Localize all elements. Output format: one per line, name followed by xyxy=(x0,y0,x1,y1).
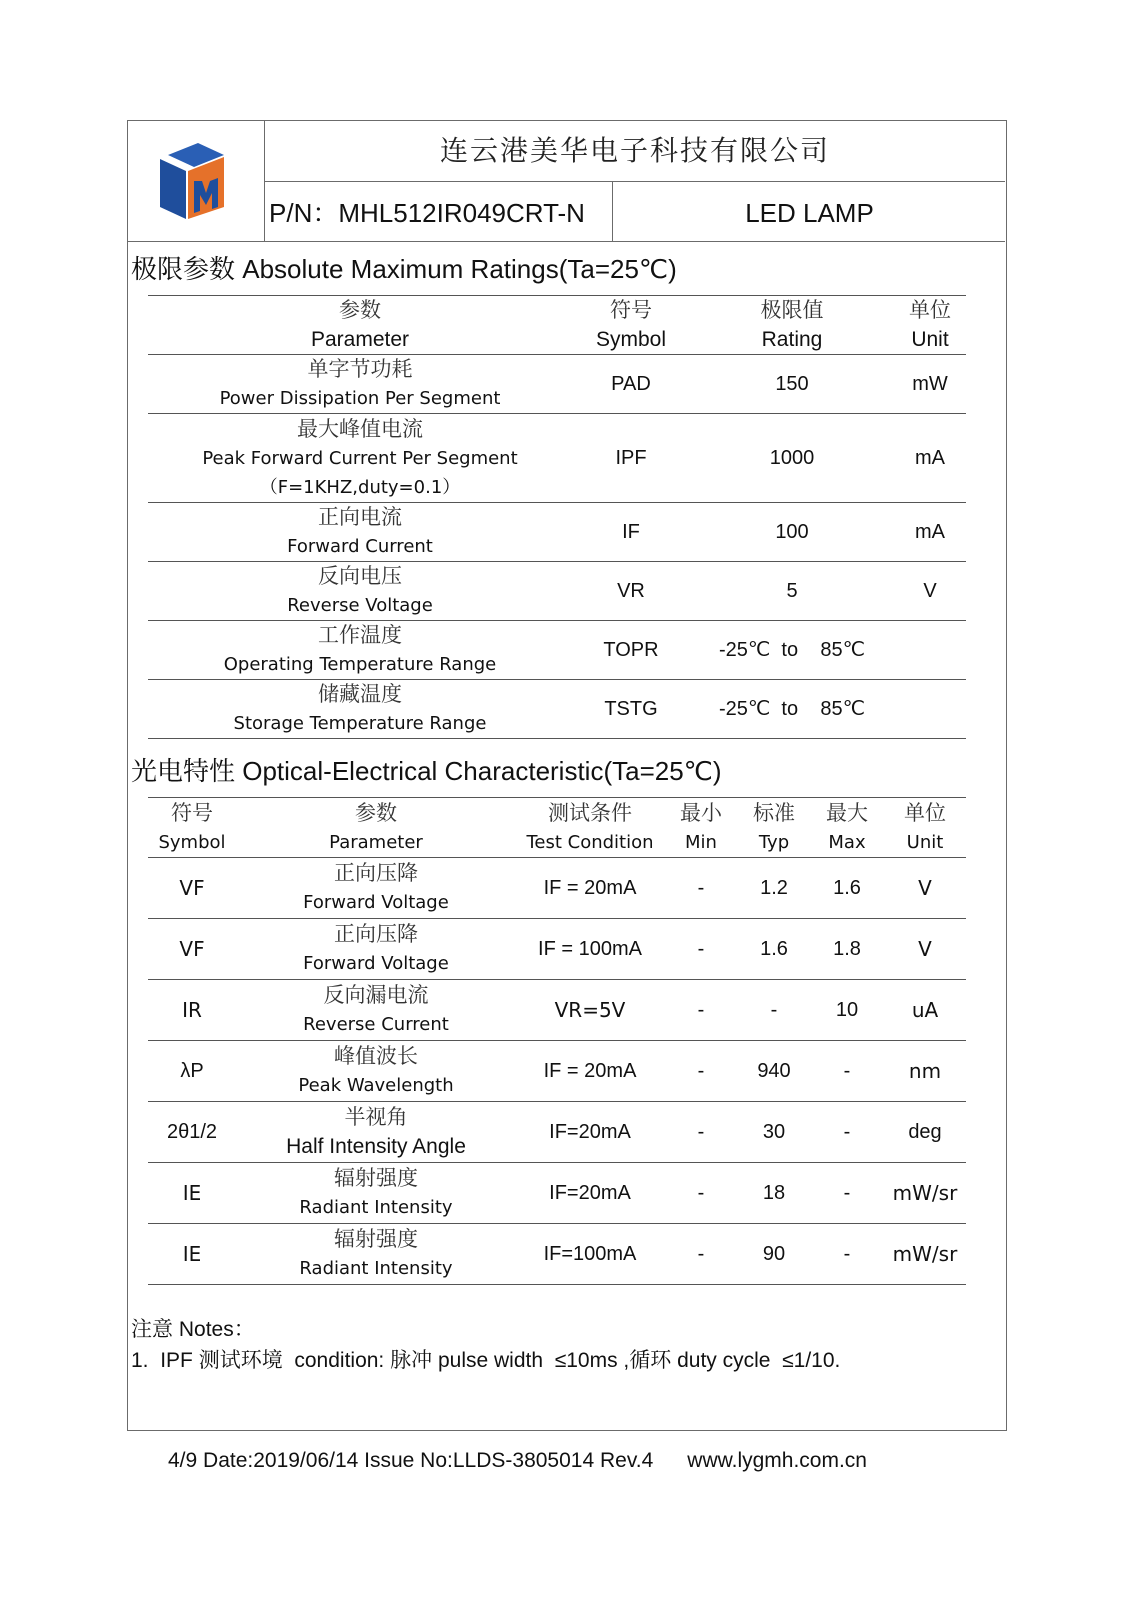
table-row: 储藏温度 Storage Temperature Range TSTG -25℃ to 85℃ xyxy=(148,680,966,739)
page-footer xyxy=(168,1449,867,1473)
table-header-row: 符号 Symbol 参数 Parameter 测试条件 Test Condition 最小 Min 标准 Typ 最大 Max 单位 Unit xyxy=(148,798,966,858)
table-row: IE 辐射强度 Radiant Intensity IF=20mA - 18 - mW/sr xyxy=(148,1163,966,1224)
table-row: 正向电流 Forward Current IF 100 mA xyxy=(148,503,966,562)
table-row: IE 辐射强度 Radiant Intensity IF=100mA - 90 - mW/sr xyxy=(148,1224,966,1285)
table-row: VF 正向压降 Forward Voltage IF = 20mA - 1.2 1.6 V xyxy=(148,858,966,919)
table-row: 单字节功耗 Power Dissipation Per Segment PAD 150 mW xyxy=(148,355,966,414)
footer-website: www.lygmh.com.cn xyxy=(687,1449,867,1472)
table-row: 工作温度 Operating Temperature Range TOPR -25℃ to 85℃ xyxy=(148,621,966,680)
notes-section xyxy=(131,1314,840,1376)
datasheet-frame xyxy=(127,120,1007,1431)
header-unit: 单位 Unit xyxy=(894,296,966,355)
product-type: LED LAMP xyxy=(745,198,874,228)
company-logo-icon xyxy=(158,141,230,221)
optical-title: 光电特性 Optical-Electrical Characteristic(Ta=25℃) xyxy=(131,756,722,787)
logo-cell xyxy=(128,121,265,241)
table-row: IR 反向漏电流 Reverse Current VR=5V - - 10 uA xyxy=(148,980,966,1041)
optical-table xyxy=(148,797,966,1285)
company-name: 连云港美华电子科技有限公司 xyxy=(265,121,1005,182)
notes-title: 注意 Notes： xyxy=(131,1317,255,1341)
table-row: 最大峰值电流 Peak Forward Current Per Segment （F=1KHZ,duty=0.1） IPF 1000 mA xyxy=(148,414,966,503)
footer-info: 4/9 Date:2019/06/14 Issue No:LLDS-3805014 Rev.4 xyxy=(168,1449,654,1472)
table-header-row xyxy=(148,296,966,355)
absolute-ratings-title: 极限参数 Absolute Maximum Ratings(Ta=25℃) xyxy=(131,254,677,285)
table-row: VF 正向压降 Forward Voltage IF = 100mA - 1.6 1.8 V xyxy=(148,919,966,980)
absolute-ratings-table xyxy=(148,295,966,739)
part-number: P/N：MHL512IR049CRT-N xyxy=(265,182,613,241)
note-line: 1. IPF 测试环境 condition: 脉冲 pulse width ≤10ms ,循环 duty cycle ≤1/10. xyxy=(131,1348,841,1372)
header-symbol: 符号 Symbol xyxy=(572,296,690,355)
header-rating: 极限值 Rating xyxy=(690,296,894,355)
header-block xyxy=(128,121,1005,242)
header-parameter: 参数 Parameter xyxy=(148,296,572,355)
table-row: 反向电压 Reverse Voltage VR 5 V xyxy=(148,562,966,621)
table-row: 2θ1/2 半视角 Half Intensity Angle IF=20mA - 30 - deg xyxy=(148,1102,966,1163)
table-row: λP 峰值波长 Peak Wavelength IF = 20mA - 940 - nm xyxy=(148,1041,966,1102)
